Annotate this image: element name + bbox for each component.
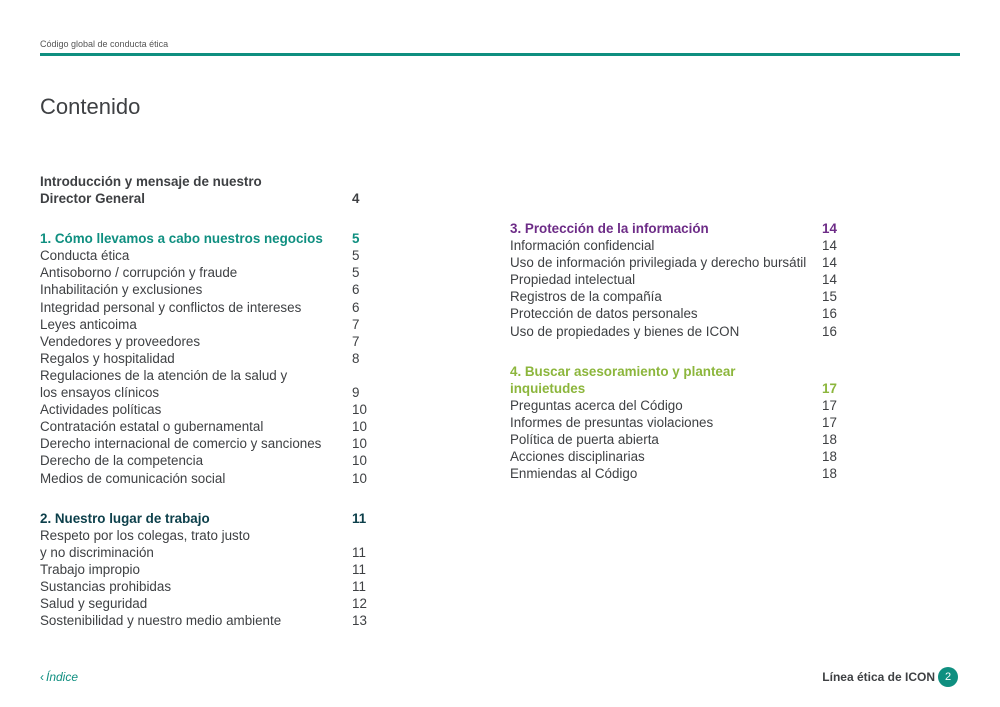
toc-left-column bbox=[40, 173, 370, 629]
toc-entry[interactable] bbox=[40, 612, 370, 629]
toc-entry[interactable] bbox=[510, 271, 840, 288]
toc-entry-page: 8 bbox=[352, 350, 360, 366]
toc-entry[interactable] bbox=[510, 237, 840, 254]
toc-entry-page: 11 bbox=[352, 544, 366, 560]
toc-entry-page: 9 bbox=[352, 385, 360, 401]
toc-entry-label: y no discriminación bbox=[40, 544, 154, 560]
toc-entry[interactable] bbox=[40, 333, 370, 350]
section-title: 2. Nuestro lugar de trabajo bbox=[40, 510, 210, 526]
toc-entry-page: 14 bbox=[822, 238, 837, 254]
toc-entry[interactable] bbox=[40, 527, 370, 544]
toc-entry-page: 12 bbox=[352, 596, 367, 612]
toc-entry-page: 16 bbox=[822, 323, 837, 339]
toc-section-2 bbox=[40, 510, 370, 630]
toc-entry-label: Informes de presuntas violaciones bbox=[510, 414, 714, 430]
section-page: 5 bbox=[352, 231, 360, 247]
toc-entry[interactable] bbox=[40, 595, 370, 612]
toc-entry-page: 17 bbox=[822, 414, 837, 430]
toc-entry-page: 10 bbox=[352, 419, 367, 435]
toc-entry-label: Política de puerta abierta bbox=[510, 432, 659, 448]
toc-entry-label: Conducta ética bbox=[40, 248, 130, 264]
toc-right-column bbox=[510, 220, 840, 482]
toc-entry-label: Regalos y hospitalidad bbox=[40, 350, 175, 366]
toc-entry[interactable] bbox=[510, 288, 840, 305]
toc-entry-label: Inhabilitación y exclusiones bbox=[40, 282, 203, 298]
section-title: 3. Protección de la información bbox=[510, 221, 709, 236]
toc-intro-label-line2: Director General bbox=[40, 191, 145, 207]
toc-entry-page: 10 bbox=[352, 453, 367, 469]
toc-entry[interactable] bbox=[40, 350, 370, 367]
toc-section-1 bbox=[40, 230, 370, 486]
toc-entry[interactable] bbox=[40, 264, 370, 281]
toc-entry[interactable] bbox=[510, 431, 840, 448]
toc-intro-entry[interactable] bbox=[40, 173, 370, 207]
toc-entry-label: Contratación estatal o gubernamental bbox=[40, 419, 264, 435]
toc-entry-page: 18 bbox=[822, 466, 837, 482]
back-link-label: Índice bbox=[46, 670, 79, 684]
toc-entry-label: Propiedad intelectual bbox=[510, 272, 636, 288]
toc-entry-label: Protección de datos personales bbox=[510, 306, 698, 322]
toc-entry[interactable] bbox=[40, 384, 370, 401]
toc-intro-page: 4 bbox=[352, 191, 360, 207]
toc-entry-page: 5 bbox=[352, 265, 360, 281]
toc-entry-page: 11 bbox=[352, 578, 366, 594]
toc-entry-label: Salud y seguridad bbox=[40, 596, 148, 612]
footer-brand: Línea ética de ICON bbox=[822, 670, 935, 684]
toc-entry-page: 10 bbox=[352, 436, 367, 452]
toc-entry[interactable] bbox=[510, 254, 840, 271]
toc-entry[interactable] bbox=[40, 578, 370, 595]
toc-entry-label: Información confidencial bbox=[510, 238, 655, 254]
toc-entry-label: Respeto por los colegas, trato justo bbox=[40, 527, 250, 543]
toc-entry[interactable] bbox=[40, 470, 370, 487]
toc-entry-label: Regulaciones de la atención de la salud y bbox=[40, 367, 288, 383]
toc-entry[interactable] bbox=[40, 299, 370, 316]
toc-entry[interactable] bbox=[510, 414, 840, 431]
toc-entry[interactable] bbox=[40, 401, 370, 418]
toc-entry-label: Derecho internacional de comercio y sanciones bbox=[40, 436, 322, 452]
toc-entry[interactable] bbox=[510, 323, 840, 340]
section-page: 14 bbox=[822, 221, 837, 236]
toc-entry-page: 7 bbox=[352, 333, 360, 349]
toc-entry-label: Sustancias prohibidas bbox=[40, 578, 172, 594]
toc-section-1-heading[interactable] bbox=[40, 230, 370, 247]
toc-entry[interactable] bbox=[510, 397, 840, 414]
toc-entry[interactable] bbox=[40, 452, 370, 469]
toc-entry-page: 18 bbox=[822, 432, 837, 448]
toc-entry-page: 18 bbox=[822, 449, 837, 465]
toc-entry-page: 14 bbox=[822, 272, 837, 288]
toc-entry[interactable] bbox=[510, 305, 840, 322]
section-title-line2: inquietudes bbox=[510, 380, 586, 396]
toc-entry-label: Medios de comunicación social bbox=[40, 470, 226, 486]
toc-entry-page: 10 bbox=[352, 402, 367, 418]
page-title: Contenido bbox=[40, 94, 141, 119]
toc-entry[interactable] bbox=[510, 465, 840, 482]
toc-entry-page: 5 bbox=[352, 248, 360, 264]
toc-entry-label: Preguntas acerca del Código bbox=[510, 397, 683, 413]
toc-entry-page: 7 bbox=[352, 316, 360, 332]
toc-entry-label: Integridad personal y conflictos de intereses bbox=[40, 299, 302, 315]
toc-entry-page: 17 bbox=[822, 397, 837, 413]
toc-entry-label: los ensayos clínicos bbox=[40, 385, 160, 401]
toc-entry-label: Vendedores y proveedores bbox=[40, 333, 201, 349]
toc-entry[interactable] bbox=[40, 418, 370, 435]
toc-entry-label: Enmiendas al Código bbox=[510, 466, 638, 482]
toc-entry-label: Trabajo impropio bbox=[40, 561, 140, 577]
toc-entry-page: 16 bbox=[822, 306, 837, 322]
toc-entry-label: Sostenibilidad y nuestro medio ambiente bbox=[40, 613, 282, 629]
back-to-index-link[interactable] bbox=[40, 670, 78, 684]
toc-entry-page: 6 bbox=[352, 282, 360, 298]
page-number-badge: 2 bbox=[938, 667, 958, 687]
toc-entry-label: Actividades políticas bbox=[40, 402, 162, 418]
section-title: 1. Cómo llevamos a cabo nuestros negocios bbox=[40, 231, 323, 247]
toc-section-4 bbox=[510, 363, 840, 483]
toc-section-3 bbox=[510, 220, 840, 340]
toc-entry-label: Uso de propiedades y bienes de ICON bbox=[510, 323, 740, 339]
toc-entry[interactable] bbox=[510, 448, 840, 465]
section-title-line1: 4. Buscar asesoramiento y plantear bbox=[510, 363, 736, 379]
toc-entry[interactable] bbox=[40, 544, 370, 561]
section-page: 17 bbox=[822, 380, 837, 396]
toc-entry[interactable] bbox=[40, 247, 370, 264]
toc-entry[interactable] bbox=[40, 561, 370, 578]
toc-entry-label: Uso de información privilegiada y derecho bursátil bbox=[510, 255, 807, 271]
toc-entry-label: Antisoborno / corrupción y fraude bbox=[40, 265, 238, 281]
toc-entry[interactable] bbox=[40, 281, 370, 298]
toc-entry-label: Leyes anticoima bbox=[40, 316, 137, 332]
toc-entry-page: 6 bbox=[352, 299, 360, 315]
toc-entry[interactable] bbox=[40, 367, 370, 384]
toc-entry-page: 13 bbox=[352, 613, 367, 629]
toc-entry-label: Acciones disciplinarias bbox=[510, 449, 645, 465]
toc-entry-page: 14 bbox=[822, 255, 837, 271]
section-page: 11 bbox=[352, 510, 367, 526]
toc-entry-page: 10 bbox=[352, 470, 367, 486]
document-title: Código global de conducta ética bbox=[40, 39, 169, 49]
chevron-left-icon: ‹ bbox=[40, 670, 44, 684]
toc-entry-page: 11 bbox=[352, 561, 366, 577]
toc-section-3-heading[interactable] bbox=[510, 220, 840, 237]
toc-entry-page: 15 bbox=[822, 289, 837, 305]
toc-section-4-heading[interactable] bbox=[510, 363, 840, 397]
header-rule bbox=[40, 53, 960, 56]
toc-section-2-heading[interactable] bbox=[40, 510, 370, 527]
toc-intro-label-line1: Introducción y mensaje de nuestro bbox=[40, 174, 262, 189]
toc-entry[interactable] bbox=[40, 435, 370, 452]
toc-entry-label: Derecho de la competencia bbox=[40, 453, 204, 469]
toc-entry[interactable] bbox=[40, 316, 370, 333]
toc-entry-label: Registros de la compañía bbox=[510, 289, 662, 305]
